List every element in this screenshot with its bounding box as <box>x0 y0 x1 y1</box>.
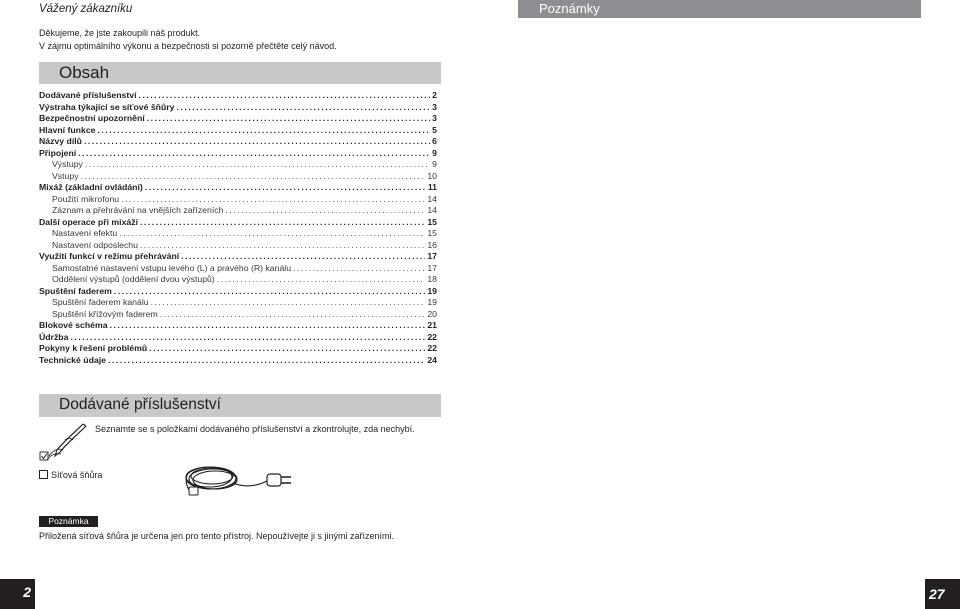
toc-leader-dots <box>145 182 426 192</box>
toc-entry-label: Hlavní funkce <box>39 124 96 135</box>
toc-entry <box>39 309 437 321</box>
toc-entry-label: Technické údaje <box>39 354 106 365</box>
power-cord-checkbox <box>39 470 48 479</box>
toc-leader-dots <box>140 217 425 227</box>
accessories-instruction: Seznamte se s položkami dodávaného příslušenství a zkontrolujte, zda nechybí. <box>95 424 415 434</box>
toc-entry-label: Připojení <box>39 147 77 158</box>
toc-entry-page: 15 <box>427 216 437 227</box>
pen-checklist-icon <box>37 420 89 464</box>
notes-heading-bar <box>518 0 921 18</box>
toc-entry <box>39 113 437 125</box>
greeting-title: Vážený zákazníku <box>39 3 133 15</box>
toc-entry <box>39 90 437 102</box>
toc-entry-label: Výstupy <box>52 159 83 169</box>
power-cord-illustration <box>183 461 298 497</box>
toc-entry-page: 15 <box>427 228 437 238</box>
toc-leader-dots <box>110 320 426 330</box>
toc-leader-dots <box>78 148 430 158</box>
accessories-heading: Dodávané příslušenství <box>59 396 221 413</box>
toc-entry-label: Použití mikrofonu <box>52 193 120 204</box>
intro-line-1: Děkujeme, že jste zakoupili náš produkt. <box>39 28 201 38</box>
toc-entry-label: Využití funkcí v režimu přehrávání <box>39 251 180 261</box>
toc-entry-label: Záznam a přehrávání na vnějších zařízeních <box>52 205 224 215</box>
toc-entry-page: 11 <box>427 182 437 192</box>
toc-entry-page: 6 <box>432 136 437 146</box>
intro-line-2: V zájmu optimálního výkonu a bezpečnosti si pozorně přečtěte celý návod. <box>39 41 337 51</box>
toc-entry-label: Vstupy <box>52 170 79 181</box>
toc-entry-page: 9 <box>432 147 437 158</box>
toc-entry-page: 14 <box>427 205 437 215</box>
toc-leader-dots <box>119 228 425 238</box>
power-cord-label: Síťová šňůra <box>51 470 103 480</box>
toc-entry-page: 18 <box>427 274 437 284</box>
toc-leader-dots <box>121 194 425 204</box>
table-of-contents <box>39 90 437 366</box>
toc-entry <box>39 136 437 148</box>
toc-entry <box>39 125 437 137</box>
page-number-left <box>0 579 35 609</box>
toc-entry-page: 3 <box>432 101 437 112</box>
toc-entry-label: Samostatné nastavení vstupu levého (L) a pravého (R) kanálu <box>52 262 292 273</box>
toc-entry-page: 19 <box>427 285 437 296</box>
toc-entry <box>39 205 437 217</box>
toc-entry-page: 9 <box>432 159 437 169</box>
toc-entry <box>39 355 437 367</box>
toc-leader-dots <box>108 355 425 365</box>
toc-leader-dots <box>160 309 426 319</box>
toc-entry-page: 14 <box>427 193 437 204</box>
toc-leader-dots <box>139 90 431 100</box>
toc-leader-dots <box>177 102 431 112</box>
toc-leader-dots <box>81 171 426 181</box>
toc-entry <box>39 159 437 171</box>
toc-leader-dots <box>225 205 425 215</box>
toc-entry <box>39 194 437 206</box>
toc-entry-page: 17 <box>427 262 437 273</box>
toc-entry-page: 21 <box>427 320 437 330</box>
toc-entry <box>39 286 437 298</box>
toc-entry <box>39 320 437 332</box>
toc-entry-page: 17 <box>427 251 437 261</box>
toc-entry-page: 22 <box>427 343 437 353</box>
toc-entry-page: 22 <box>427 331 437 342</box>
toc-leader-dots <box>98 125 431 135</box>
toc-leader-dots <box>151 297 426 307</box>
toc-entry <box>39 217 437 229</box>
toc-leader-dots <box>114 286 425 296</box>
intro-text <box>39 27 337 53</box>
toc-entry-label: Další operace při mixáži <box>39 216 138 227</box>
toc-entry <box>39 332 437 344</box>
toc-heading: Obsah <box>59 63 110 82</box>
toc-entry-page: 16 <box>427 239 437 250</box>
toc-leader-dots <box>140 240 425 250</box>
toc-entry-label: Nastavení efektu <box>52 228 118 238</box>
accessories-heading-bar <box>39 394 441 417</box>
page-number-right <box>925 579 960 609</box>
toc-entry-label: Výstraha týkající se síťové šňůry <box>39 101 175 112</box>
toc-entry <box>39 102 437 114</box>
toc-leader-dots <box>84 136 430 146</box>
toc-entry <box>39 171 437 183</box>
toc-leader-dots <box>147 113 430 123</box>
toc-entry <box>39 228 437 240</box>
toc-heading-bar <box>39 62 441 84</box>
toc-entry-label: Dodávané příslušenství <box>39 90 137 100</box>
toc-leader-dots <box>149 343 425 353</box>
toc-entry-label: Údržba <box>39 331 69 342</box>
toc-entry-page: 24 <box>427 354 437 365</box>
toc-entry <box>39 263 437 275</box>
toc-entry-page: 20 <box>427 308 437 319</box>
toc-entry <box>39 182 437 194</box>
note-text: Přiložená síťová šňůra je určena jen pro tento přístroj. Nepoužívejte ji s jinými zařízeními. <box>39 531 395 541</box>
toc-entry-label: Názvy dílů <box>39 136 82 146</box>
toc-entry-label: Spuštění faderem <box>39 285 112 296</box>
toc-entry-label: Bezpečnostní upozornění <box>39 113 145 123</box>
toc-entry-label: Mixáž (základní ovládání) <box>39 182 143 192</box>
toc-entry-label: Spuštění faderem kanálu <box>52 297 149 307</box>
page-number-left-label: 2 <box>23 584 31 600</box>
toc-leader-dots <box>181 251 425 261</box>
toc-entry-page: 3 <box>432 113 437 123</box>
toc-leader-dots <box>217 274 426 284</box>
toc-entry-label: Oddělení výstupů (oddělení dvou výstupů) <box>52 274 215 284</box>
toc-entry-page: 5 <box>432 124 437 135</box>
toc-leader-dots <box>85 159 430 169</box>
toc-entry <box>39 251 437 263</box>
toc-entry-page: 2 <box>432 90 437 100</box>
toc-entry <box>39 343 437 355</box>
toc-entry <box>39 274 437 286</box>
toc-leader-dots <box>70 332 425 342</box>
note-badge <box>39 516 98 527</box>
toc-leader-dots <box>293 263 425 273</box>
toc-entry-label: Blokové schéma <box>39 320 108 330</box>
toc-entry <box>39 240 437 252</box>
toc-entry-page: 19 <box>427 297 437 307</box>
toc-entry-label: Nastavení odposlechu <box>52 239 138 250</box>
toc-entry <box>39 297 437 309</box>
page-number-right-label: 27 <box>929 586 945 602</box>
notes-heading: Poznámky <box>539 1 600 16</box>
toc-entry <box>39 148 437 160</box>
note-badge-label: Poznámka <box>48 516 89 526</box>
toc-entry-page: 10 <box>427 170 437 181</box>
toc-entry-label: Spuštění křížovým faderem <box>52 308 158 319</box>
toc-entry-label: Pokyny k řešení problémů <box>39 343 148 353</box>
